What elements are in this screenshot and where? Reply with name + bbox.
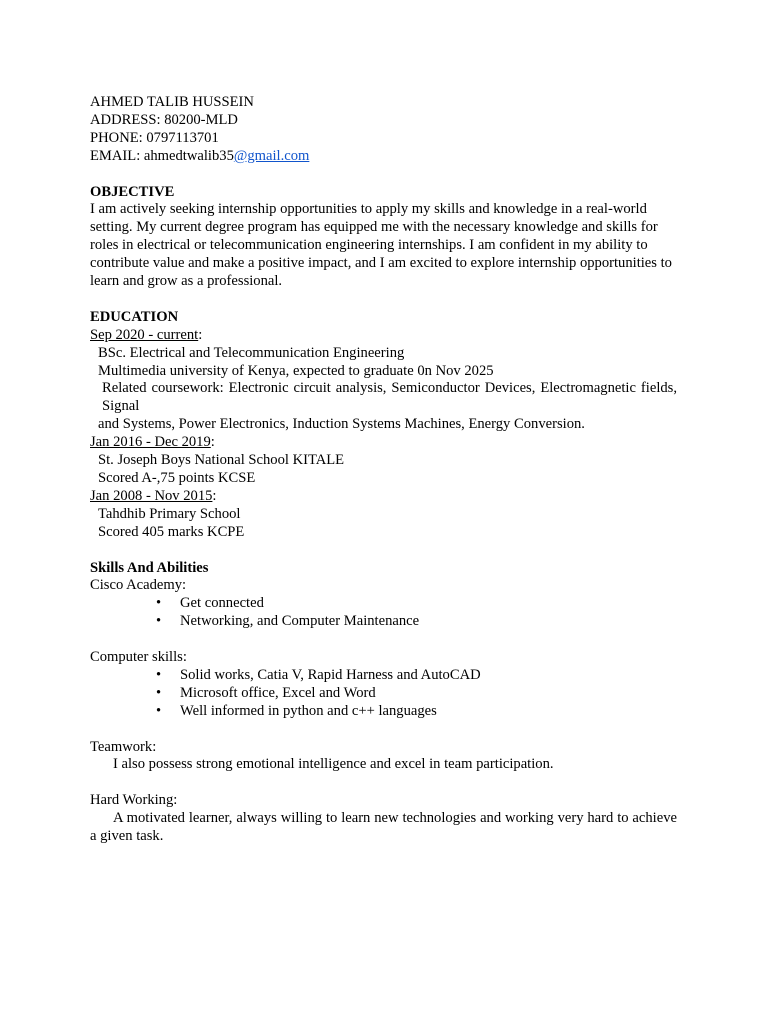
teamwork-label: Teamwork: (90, 738, 157, 755)
list-item: • Networking, and Computer Maintenance (156, 613, 420, 630)
education-coursework-line1 (90, 380, 677, 416)
education-institution: Multimedia university of Kenya, expected to graduate 0n Nov 2025 (98, 362, 494, 379)
education-heading: EDUCATION (90, 308, 179, 325)
bullet-icon: • (156, 613, 162, 630)
education-result: Scored 405 marks KCPE (98, 523, 245, 540)
bullet-icon: • (156, 666, 162, 683)
cisco-label: Cisco Academy: (90, 577, 187, 594)
email-link[interactable]: @gmail.com (233, 147, 310, 164)
education-entry (90, 434, 677, 488)
bullet-icon: • (156, 702, 162, 719)
computer-skills-list (90, 667, 677, 721)
education-date-line: Jan 2016 - Dec 2019: (90, 434, 215, 451)
education-entry (90, 488, 677, 542)
teamwork-text: I also possess strong emotional intelligence and excel in team participation. (113, 756, 554, 773)
resume-page (90, 94, 677, 846)
address-line: ADDRESS: 80200-MLD (90, 111, 238, 128)
list-item: • Get connected (156, 595, 264, 612)
list-item: • Well informed in python and c++ languages (156, 702, 437, 719)
objective-heading: OBJECTIVE (90, 183, 175, 200)
hardworking-label: Hard Working: (90, 792, 178, 809)
phone-line: PHONE: 0797113701 (90, 129, 219, 146)
skills-section (90, 560, 677, 846)
education-entry (90, 327, 677, 434)
education-date-line: Sep 2020 - current: (90, 326, 203, 343)
education-result: Scored A-,75 points KCSE (98, 470, 256, 486)
bullet-icon: • (156, 684, 162, 701)
hardworking-text: A motivated learner, always willing to learn new technologies and working very hard to achieve a given task. (90, 810, 677, 845)
computer-skills-label: Computer skills: (90, 649, 187, 666)
education-degree: BSc. Electrical and Telecommunication Engineering (98, 344, 405, 361)
education-institution: St. Joseph Boys National School KITALE (98, 452, 345, 469)
candidate-name: AHMED TALIB HUSSEIN (90, 94, 254, 110)
education-section (90, 309, 677, 542)
cisco-list (90, 595, 677, 631)
list-item: • Solid works, Catia V, Rapid Harness and AutoCAD (156, 666, 481, 683)
skills-heading: Skills And Abilities (90, 559, 209, 576)
education-coursework-line2: and Systems, Power Electronics, Induction Systems Machines, Energy Conversion. (98, 416, 585, 433)
education-date: Jan 2016 - Dec 2019 (90, 434, 211, 451)
bullet-icon: • (156, 595, 162, 612)
email-line (90, 148, 677, 166)
objective-text: I am actively seeking internship opportunities to apply my skills and knowledge in a real-world setting. My current degree program has equipped me with the necessary knowledge and skills for roles in electrical or telecommunication engineering internships. I am confident in my ability to contribute value and make a positive impact, and I am excited to explore internship opportunities to learn and grow as a professional. (90, 201, 672, 290)
education-date: Sep 2020 - current (90, 326, 199, 343)
list-item: • Microsoft office, Excel and Word (156, 684, 376, 701)
contact-block (90, 94, 677, 166)
education-institution: Tahdhib Primary School (98, 505, 241, 522)
education-date-line: Jan 2008 - Nov 2015: (90, 487, 217, 504)
objective-section (90, 184, 677, 291)
education-date: Jan 2008 - Nov 2015 (90, 487, 213, 504)
coursework-text-1: Related coursework: Electronic circuit analysis, Semiconductor Devices, Electromagnetic fields, Signal (102, 380, 677, 415)
email-prefix: EMAIL: ahmedtwalib35 (90, 147, 234, 164)
